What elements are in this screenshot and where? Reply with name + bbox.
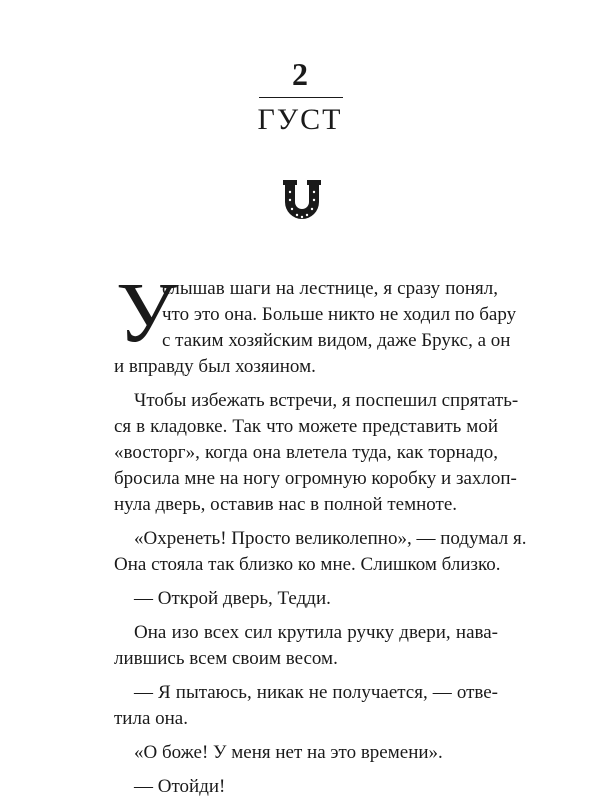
text-line: — Я пытаюсь, никак не получается, — отве- bbox=[134, 682, 498, 703]
chapter-title: ГУСТ bbox=[257, 103, 343, 136]
text-line: «О боже! У меня нет на это времени». bbox=[134, 742, 443, 763]
text-line: с таким хозяйским видом, даже Брукс, а он bbox=[162, 330, 511, 351]
text-line: тила она. bbox=[114, 708, 188, 729]
chapter-number: 2 bbox=[292, 56, 308, 92]
text-line: Она стояла так близко ко мне. Слишком близко. bbox=[114, 554, 501, 575]
text-line: Чтобы избежать встречи, я поспешил спрятать- bbox=[134, 390, 519, 411]
text-line: что это она. Больше никто не ходил по бару bbox=[162, 304, 517, 325]
text-line: Она изо всех сил крутила ручку двери, нава- bbox=[134, 622, 498, 643]
text-line: — Открой дверь, Тедди. bbox=[134, 588, 331, 609]
text-line: лившись всем своим весом. bbox=[114, 648, 338, 669]
drop-cap: У bbox=[116, 264, 177, 360]
chapter-body bbox=[114, 264, 527, 800]
text-line: и вправду был хозяином. bbox=[114, 356, 316, 377]
chapter-divider bbox=[259, 97, 343, 98]
text-line: ся в кладовке. Так что можете представить мой bbox=[114, 416, 498, 437]
horseshoe-icon bbox=[280, 178, 324, 228]
text-line: «восторг», когда она влетела туда, как торнадо, bbox=[114, 442, 498, 463]
text-line: «Охренеть! Просто великолепно», — подумал я. bbox=[134, 528, 527, 549]
text-line: бросила мне на ногу огромную коробку и захлоп- bbox=[114, 468, 517, 489]
text-line: слышав шаги на лестнице, я сразу понял, bbox=[162, 278, 498, 299]
text-line: — Отойди! bbox=[134, 776, 226, 797]
text-line: нула дверь, оставив нас в полной темноте. bbox=[114, 494, 458, 515]
